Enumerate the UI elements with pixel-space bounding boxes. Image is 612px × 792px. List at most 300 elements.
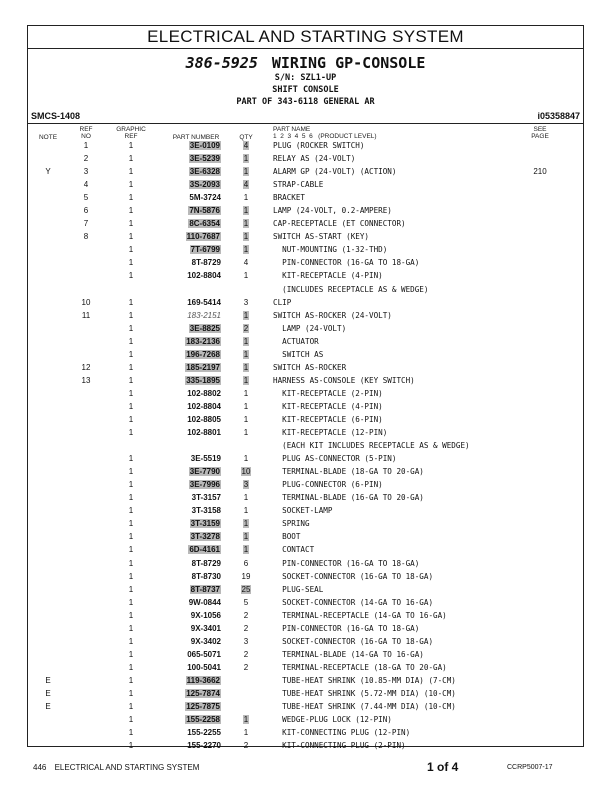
qty-cell	[238, 570, 254, 583]
qty-cell	[238, 361, 254, 374]
graphic-ref-cell-text: 1	[128, 584, 134, 594]
qty-cell-text: 3	[243, 636, 249, 646]
part-number-title: 386-5925	[185, 54, 258, 72]
part-name-cell	[273, 309, 392, 322]
table-row	[28, 230, 583, 243]
part-name-cell-text: TUBE-HEAT SHRINK (10.85-MM DIA) (7-CM)	[273, 675, 456, 685]
graphic-ref-cell	[121, 426, 141, 439]
part-name-cell-text: PIN-CONNECTOR (16-GA TO 18-GA)	[273, 623, 420, 633]
part-name-cell-text: TERMINAL-RECEPTACLE (18-GA TO 20-GA)	[273, 662, 447, 672]
table-row	[28, 452, 583, 465]
qty-cell-text: 1	[243, 428, 249, 438]
part-name-cell	[273, 256, 419, 269]
table-row	[28, 217, 583, 230]
part-name-cell-text: TERMINAL-BLADE (16-GA TO 20-GA)	[273, 493, 424, 503]
part-name-cell	[273, 596, 433, 609]
table-row	[28, 543, 583, 556]
title-block	[28, 54, 583, 108]
part-name-cell	[273, 635, 433, 648]
table-row	[28, 609, 583, 622]
part-number-cell-text: 3E-7996	[189, 480, 220, 490]
qty-cell-text: 1	[243, 545, 249, 555]
col-note: NOTE	[38, 134, 58, 141]
part-name-cell-text: KIT-RECEPTACLE (4-PIN)	[273, 401, 383, 411]
part-number-cell	[164, 648, 221, 661]
qty-cell-text: 6	[243, 558, 249, 568]
part-number-cell	[164, 609, 221, 622]
qty-cell	[238, 178, 254, 191]
part-number-cell-text: 3E-0109	[189, 141, 220, 150]
qty-cell-text: 1	[243, 336, 249, 346]
table-row	[28, 309, 583, 322]
part-name-cell-text: BOOT	[273, 532, 301, 542]
graphic-ref-cell	[121, 661, 141, 674]
see-page-cell	[528, 165, 552, 178]
part-number-cell-text: 155-2270	[187, 741, 221, 751]
qty-cell	[238, 256, 254, 269]
qty-cell-text: 1	[243, 219, 249, 229]
part-name-cell-text: KIT-RECEPTACLE (6-PIN)	[273, 414, 383, 424]
part-number-cell-text: 3S-2093	[189, 180, 220, 190]
graphic-ref-cell-text: 1	[128, 349, 134, 359]
graphic-ref-cell-text: 1	[128, 467, 134, 477]
part-name-cell	[273, 674, 456, 687]
table-row	[28, 583, 583, 596]
graphic-ref-cell	[121, 622, 141, 635]
qty-cell-text: 1	[243, 728, 249, 738]
part-name-cell-text: CAP-RECEPTACLE (ET CONNECTOR)	[273, 219, 406, 229]
ref-no-cell-text: 1	[83, 141, 89, 150]
graphic-ref-cell	[121, 400, 141, 413]
graphic-ref-cell	[121, 348, 141, 361]
part-name-cell-text: SWITCH AS-START (KEY)	[273, 232, 370, 242]
col-graphic-ref-line1: GRAPHIC	[116, 126, 146, 133]
ref-no-cell-text: 5	[83, 193, 89, 203]
part-name-cell-text: SWITCH AS	[273, 349, 324, 359]
part-name-cell-text: KIT-RECEPTACLE (4-PIN)	[273, 271, 383, 281]
qty-cell	[238, 543, 254, 556]
part-number-cell-text: 102-8804	[187, 401, 221, 411]
part-name-cell-text: SOCKET-CONNECTOR (14-GA TO 16-GA)	[273, 597, 434, 607]
part-name-cell	[273, 570, 433, 583]
qty-cell-text: 3	[243, 297, 249, 307]
qty-cell-text: 2	[243, 662, 249, 672]
part-name-cell	[273, 191, 305, 204]
table-row	[28, 726, 583, 739]
table-row	[28, 413, 583, 426]
table-row	[28, 191, 583, 204]
part-name-cell	[273, 648, 424, 661]
graphic-ref-cell	[121, 152, 141, 165]
part-name-cell-text: ACTUATOR	[273, 336, 319, 346]
graphic-ref-cell	[121, 517, 141, 530]
graphic-ref-cell-text: 1	[128, 728, 134, 738]
ref-no-cell	[76, 152, 96, 165]
graphic-ref-cell	[121, 387, 141, 400]
ref-no-cell-text: 3	[83, 167, 89, 177]
graphic-ref-cell	[121, 674, 141, 687]
graphic-ref-cell	[121, 570, 141, 583]
footer-page-number: 446	[33, 763, 47, 772]
graphic-ref-cell	[121, 309, 141, 322]
part-name-cell-text: KIT-RECEPTACLE (2-PIN)	[273, 388, 383, 398]
part-name-cell-text: CLIP	[273, 297, 292, 307]
qty-cell	[238, 217, 254, 230]
part-number-cell	[164, 387, 221, 400]
qty-cell-text: 1	[243, 401, 249, 411]
graphic-ref-cell-text: 1	[128, 323, 134, 333]
table-row	[28, 256, 583, 269]
table-row	[28, 322, 583, 335]
footer-page-of: 1 of 4	[427, 760, 459, 774]
qty-cell	[238, 517, 254, 530]
qty-cell-text: 1	[243, 388, 249, 398]
graphic-ref-cell	[121, 530, 141, 543]
qty-cell-text: 1	[243, 375, 249, 385]
part-name-cell	[273, 230, 369, 243]
part-number-cell-text: 3T-3157	[191, 493, 221, 503]
part-name-cell-text: TERMINAL-RECEPTACLE (14-GA TO 16-GA)	[273, 610, 447, 620]
part-number-cell-text: 110-7687	[186, 232, 220, 242]
qty-cell	[238, 713, 254, 726]
col-see-page-line2: PAGE	[531, 133, 549, 140]
qty-cell	[238, 387, 254, 400]
table-row	[28, 557, 583, 570]
graphic-ref-cell-text: 1	[128, 571, 134, 581]
qty-cell-text: 1	[243, 506, 249, 516]
graphic-ref-cell-text: 1	[128, 336, 134, 346]
part-name-cell	[273, 322, 346, 335]
part-name-title: WIRING GP-CONSOLE	[271, 54, 426, 72]
part-name-cell-text: PIN-CONNECTOR (16-GA TO 18-GA)	[273, 558, 420, 568]
part-number-cell	[164, 426, 221, 439]
part-number-cell	[164, 622, 221, 635]
graphic-ref-cell-text: 1	[128, 702, 134, 712]
graphic-ref-cell-text: 1	[128, 219, 134, 229]
part-number-cell-text: 3T-3159	[190, 519, 220, 529]
table-row	[28, 674, 583, 687]
graphic-ref-cell	[121, 504, 141, 517]
part-name-cell-text: PLUG AS-CONNECTOR (5-PIN)	[273, 454, 397, 464]
graphic-ref-cell	[121, 543, 141, 556]
qty-cell	[238, 583, 254, 596]
graphic-ref-cell-text: 1	[128, 245, 134, 255]
part-number-cell-text: 3E-8825	[189, 323, 220, 333]
part-number-cell	[164, 465, 221, 478]
part-number-cell	[164, 256, 221, 269]
qty-cell	[238, 139, 254, 152]
part-name-cell	[273, 661, 447, 674]
qty-cell	[238, 296, 254, 309]
part-name-cell	[273, 178, 323, 191]
table-row	[28, 152, 583, 165]
qty-cell-text: 19	[241, 571, 251, 581]
table-row	[28, 570, 583, 583]
table-row	[28, 687, 583, 700]
qty-cell-text: 1	[243, 414, 249, 424]
graphic-ref-cell-text: 1	[128, 154, 134, 164]
part-name-cell	[273, 726, 410, 739]
qty-cell	[238, 491, 254, 504]
part-name-cell-text: CONTACT	[273, 545, 315, 555]
part-number-cell	[164, 152, 221, 165]
part-name-cell-text: ALARM GP (24-VOLT) (ACTION)	[273, 167, 397, 177]
part-number-cell-text: 8T-8729	[191, 258, 221, 268]
part-number-cell	[164, 739, 221, 752]
qty-cell	[238, 609, 254, 622]
qty-cell	[238, 413, 254, 426]
table-row	[28, 296, 583, 309]
part-name-cell-text: (EACH KIT INCLUDES RECEPTACLE AS & WEDGE)	[273, 441, 470, 451]
graphic-ref-cell-text: 1	[128, 388, 134, 398]
part-name-cell-text: STRAP-CABLE	[273, 180, 324, 190]
part-name-cell	[273, 530, 300, 543]
qty-cell-text: 2	[243, 323, 249, 333]
part-name-cell	[273, 478, 383, 491]
note-cell-text: E	[45, 702, 51, 712]
qty-cell-text: 1	[243, 310, 249, 320]
part-number-cell	[164, 139, 221, 152]
ref-no-cell	[76, 296, 96, 309]
qty-cell	[238, 426, 254, 439]
graphic-ref-cell-text: 1	[128, 519, 134, 529]
part-number-cell	[164, 217, 221, 230]
part-number-cell-text: 9X-3402	[190, 636, 221, 646]
part-number-cell	[164, 596, 221, 609]
part-name-cell	[273, 243, 387, 256]
qty-cell-text: 1	[243, 532, 249, 542]
part-number-cell-text: 335-1895	[186, 375, 220, 385]
graphic-ref-cell	[121, 452, 141, 465]
part-name-cell-text: BRACKET	[273, 193, 306, 203]
qty-cell-text: 1	[243, 245, 249, 255]
table-row	[28, 204, 583, 217]
qty-cell	[238, 165, 254, 178]
part-name-cell-text: WEDGE-PLUG LOCK (12-PIN)	[273, 715, 392, 725]
part-name-cell-text: TUBE-HEAT SHRINK (7.44-MM DIA) (10-CM)	[273, 702, 456, 712]
note-cell-text: E	[45, 688, 51, 698]
part-number-cell	[164, 583, 221, 596]
part-number-cell-text: 196-7268	[186, 349, 220, 359]
part-name-cell-text: SPRING	[273, 519, 310, 529]
graphic-ref-cell	[121, 269, 141, 282]
graphic-ref-cell	[121, 204, 141, 217]
qty-cell-text: 1	[243, 349, 249, 359]
part-name-cell	[273, 439, 470, 452]
qty-cell	[238, 557, 254, 570]
graphic-ref-cell	[121, 413, 141, 426]
table-row	[28, 439, 583, 452]
table-row	[28, 700, 583, 713]
graphic-ref-cell-text: 1	[128, 258, 134, 268]
note-cell	[38, 700, 58, 713]
part-name-cell	[273, 517, 310, 530]
part-of: PART OF 343-6118 GENERAL AR	[236, 97, 375, 107]
qty-cell-text: 4	[243, 141, 249, 150]
table-row	[28, 465, 583, 478]
graphic-ref-cell	[121, 596, 141, 609]
part-name-cell-text: SOCKET-CONNECTOR (16-GA TO 18-GA)	[273, 571, 434, 581]
graphic-ref-cell-text: 1	[128, 193, 134, 203]
part-name-cell-text: HARNESS AS-CONSOLE (KEY SWITCH)	[273, 375, 415, 385]
graphic-ref-cell	[121, 465, 141, 478]
part-number-cell-text: 3E-7790	[189, 467, 220, 477]
part-name-cell-text: SWITCH AS-ROCKER	[273, 362, 347, 372]
header-divider	[28, 123, 583, 124]
ref-no-cell-text: 10	[81, 297, 91, 307]
qty-cell	[238, 335, 254, 348]
part-number-cell	[164, 296, 221, 309]
part-number-cell	[164, 243, 221, 256]
part-number-cell	[164, 191, 221, 204]
graphic-ref-cell-text: 1	[128, 506, 134, 516]
part-name-cell	[273, 296, 291, 309]
part-name-cell	[273, 452, 396, 465]
part-name-cell	[273, 557, 419, 570]
part-number-cell	[164, 543, 221, 556]
table-row	[28, 739, 583, 752]
part-name-cell-text: KIT-CONNECTING PLUG (2-PIN)	[273, 741, 406, 751]
ref-no-cell	[76, 217, 96, 230]
part-name-cell-text: SWITCH AS-ROCKER (24-VOLT)	[273, 310, 392, 320]
parts-list	[28, 139, 583, 752]
qty-cell-text: 25	[241, 584, 251, 594]
graphic-ref-cell-text: 1	[128, 180, 134, 190]
graphic-ref-cell-text: 1	[128, 310, 134, 320]
part-number-cell-text: 125-7874	[186, 688, 220, 698]
ref-no-cell	[76, 361, 96, 374]
table-row	[28, 491, 583, 504]
graphic-ref-cell	[121, 648, 141, 661]
qty-cell-text: 2	[243, 610, 249, 620]
graphic-ref-cell	[121, 243, 141, 256]
graphic-ref-cell-text: 1	[128, 206, 134, 216]
qty-cell	[238, 243, 254, 256]
ref-no-cell-text: 11	[81, 310, 91, 320]
qty-cell	[238, 309, 254, 322]
part-name-cell	[273, 283, 428, 296]
part-name-cell-text: SOCKET-LAMP	[273, 506, 333, 516]
table-row	[28, 426, 583, 439]
ref-no-cell-text: 12	[81, 362, 91, 372]
graphic-ref-cell-text: 1	[128, 662, 134, 672]
table-row	[28, 178, 583, 191]
graphic-ref-cell	[121, 713, 141, 726]
part-number-cell-text: 183-2151	[187, 310, 221, 320]
part-name-cell	[273, 609, 447, 622]
part-number-cell	[164, 478, 221, 491]
graphic-ref-cell-text: 1	[128, 649, 134, 659]
ref-no-cell	[76, 191, 96, 204]
qty-cell-text: 1	[243, 206, 249, 216]
qty-cell	[238, 374, 254, 387]
qty-cell	[238, 348, 254, 361]
footer-left	[33, 763, 199, 772]
table-row	[28, 283, 583, 296]
part-name-cell	[273, 739, 406, 752]
qty-cell-text: 4	[243, 180, 249, 190]
part-name-cell	[273, 152, 355, 165]
part-number-cell	[164, 635, 221, 648]
part-number-cell-text: 3T-3278	[190, 532, 220, 542]
table-row	[28, 596, 583, 609]
qty-cell-text: 1	[243, 493, 249, 503]
part-name-cell	[273, 387, 383, 400]
graphic-ref-cell-text: 1	[128, 141, 134, 150]
part-number-cell-text: 8C-6354	[189, 219, 220, 229]
graphic-ref-cell-text: 1	[128, 610, 134, 620]
part-name-cell-text: PLUG-SEAL	[273, 584, 324, 594]
graphic-ref-cell	[121, 687, 141, 700]
part-name-cell-text: TERMINAL-BLADE (14-GA TO 16-GA)	[273, 649, 424, 659]
part-name-cell	[273, 700, 456, 713]
part-name-cell	[273, 504, 332, 517]
graphic-ref-cell-text: 1	[128, 675, 134, 685]
graphic-ref-cell-text: 1	[128, 623, 134, 633]
part-number-cell-text: 125-7875	[186, 702, 220, 712]
ref-no-cell	[76, 178, 96, 191]
graphic-ref-cell-text: 1	[128, 558, 134, 568]
graphic-ref-cell	[121, 726, 141, 739]
table-row	[28, 622, 583, 635]
table-row	[28, 400, 583, 413]
part-name-cell	[273, 139, 364, 152]
part-name-cell	[273, 335, 319, 348]
ref-no-cell-text: 13	[81, 375, 91, 385]
qty-cell	[238, 465, 254, 478]
part-name-cell	[273, 269, 383, 282]
qty-cell	[238, 661, 254, 674]
col-part-name	[273, 126, 473, 140]
qty-cell	[238, 478, 254, 491]
graphic-ref-cell-text: 1	[128, 362, 134, 372]
part-number-cell	[164, 374, 221, 387]
part-name-cell	[273, 165, 396, 178]
graphic-ref-cell-text: 1	[128, 271, 134, 281]
part-number-cell-text: 185-2197	[186, 362, 220, 372]
part-number-cell	[164, 674, 221, 687]
col-qty: QTY	[239, 134, 253, 141]
qty-cell	[238, 504, 254, 517]
qty-cell-text: 1	[243, 154, 249, 164]
ref-no-cell	[76, 139, 96, 152]
part-number-cell-text: 8T-8730	[191, 571, 221, 581]
table-row	[28, 713, 583, 726]
footer-section: ELECTRICAL AND STARTING SYSTEM	[54, 763, 200, 772]
col-graphic-ref	[113, 126, 149, 140]
graphic-ref-cell-text: 1	[128, 493, 134, 503]
page-frame	[27, 25, 584, 751]
part-number-cell	[164, 361, 221, 374]
part-number-cell-text: 6D-4161	[189, 545, 220, 555]
qty-cell	[238, 191, 254, 204]
part-name-cell-text: KIT-CONNECTING PLUG (12-PIN)	[273, 728, 411, 738]
graphic-ref-cell-text: 1	[128, 636, 134, 646]
graphic-ref-cell	[121, 139, 141, 152]
graphic-ref-cell-text: 1	[128, 375, 134, 385]
part-number-cell-text: 119-3662	[186, 675, 220, 685]
part-name-cell-text: PLUG-CONNECTOR (6-PIN)	[273, 480, 383, 490]
part-name-cell-text: KIT-RECEPTACLE (12-PIN)	[273, 428, 388, 438]
part-number-cell-text: 8T-8729	[191, 558, 221, 568]
part-number-cell	[164, 269, 221, 282]
qty-cell	[238, 596, 254, 609]
qty-cell	[238, 322, 254, 335]
part-number-cell	[164, 400, 221, 413]
part-name-cell	[273, 491, 424, 504]
graphic-ref-cell-text: 1	[128, 715, 134, 725]
part-number-cell	[164, 570, 221, 583]
